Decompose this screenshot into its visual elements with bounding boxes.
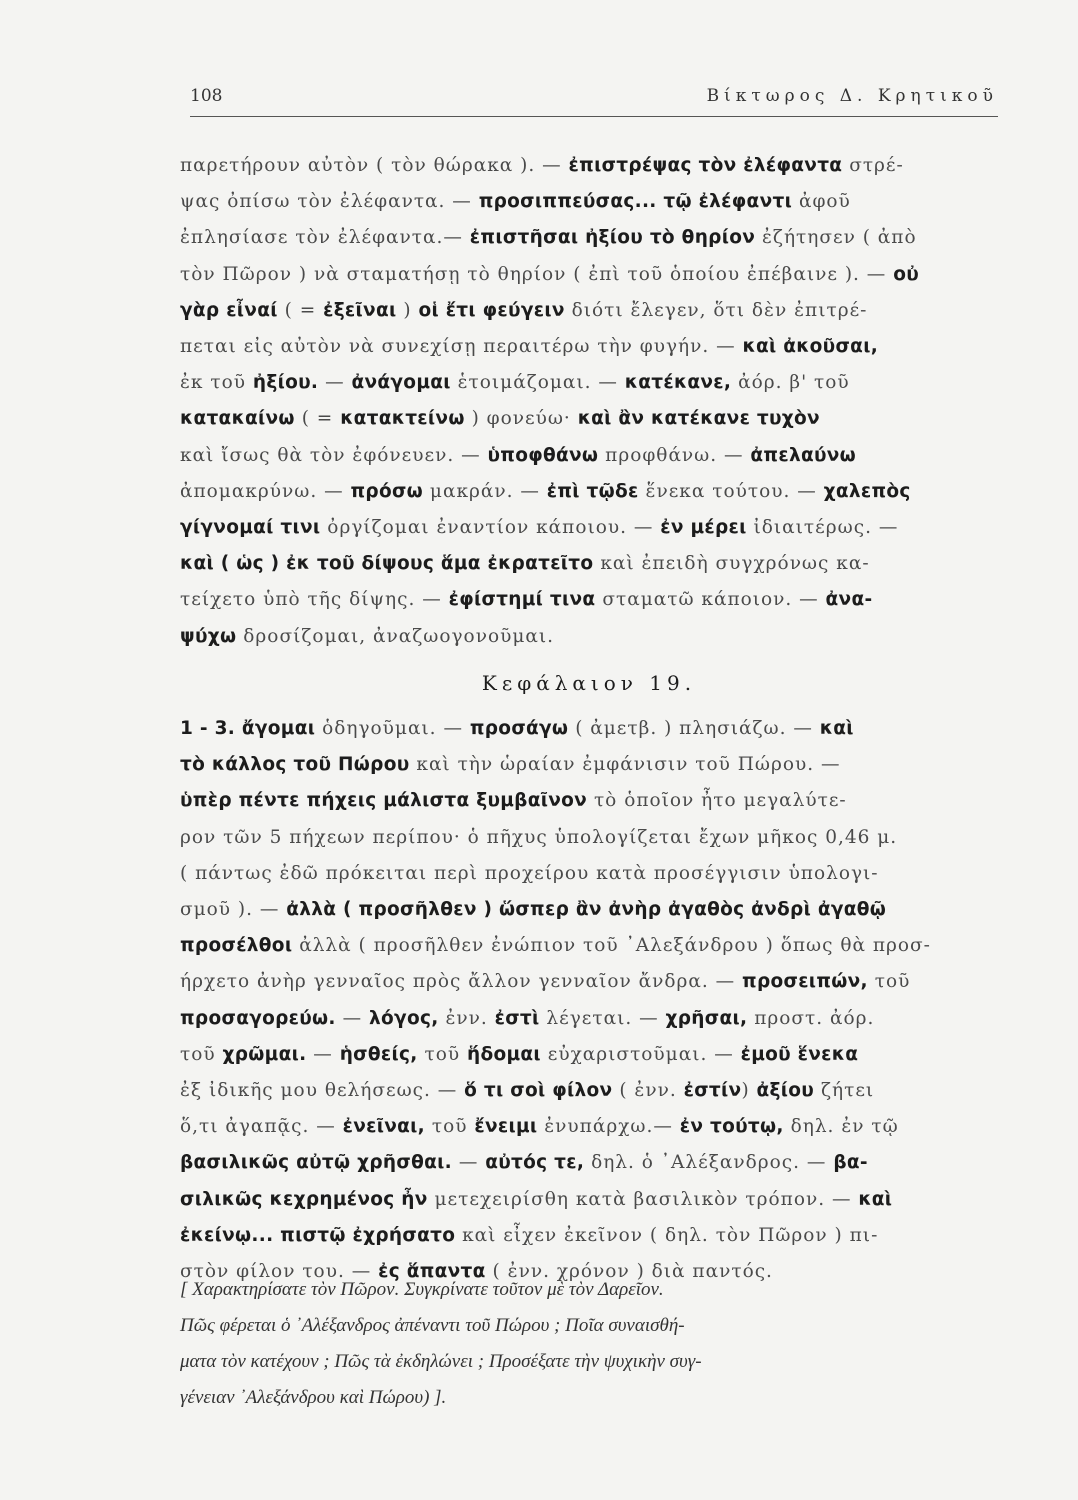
text-line [180,546,998,582]
lemma-term: προσαγορεύω. [180,1007,336,1029]
text-line [180,783,998,819]
lemma-term: ἀξίου [756,1080,815,1102]
gloss-text: ἀφοῦ [792,191,851,213]
gloss-text: ἑτοιμάζομαι. — [450,372,625,394]
gloss-text: ( πάντως ἐδῶ πρόκειται περὶ προχείρου κατὰ προσέγγισιν ὑπολογι- [180,862,879,884]
lemma-term: λόγος, [369,1007,439,1029]
lemma-term: ἐπὶ τῷδε [546,480,639,502]
text-line [180,1145,998,1181]
gloss-text: ὁδηγοῦμαι. — [315,718,470,740]
gloss-text: καὶ τὴν ὡραίαν ἐμφάνισιν τοῦ Πώρου. — [409,754,841,776]
text-line [180,474,998,510]
gloss-text: ἐξ ἰδικῆς μου θελήσεως. — [180,1080,465,1102]
text-line [180,1037,998,1073]
gloss-text: τοῦ [417,1043,467,1065]
gloss-text: καὶ ἐπειδὴ συγχρόνως κα- [593,553,870,575]
gloss-text: ζήτει [814,1080,875,1102]
text-line [180,184,998,220]
lemma-term: καὶ ( ὡς ) ἐκ τοῦ δίψους ἅμα ἐκρατεῖτο [180,553,594,575]
lemma-term: ἀνάγομαι [351,372,451,394]
gloss-text: τείχετο ὑπὸ τῆς δίψης. — [180,589,449,611]
lemma-term: γίγνομαί τινι [180,517,321,539]
gloss-text: — [318,372,352,394]
gloss-text: μακράν. — [423,480,547,502]
gloss-text: ἐνυπάρχω.— [537,1116,680,1138]
gloss-text: παρετήρουν αὐτὸν ( τὸν θώρακα ). — [180,155,569,176]
lemma-term: ἐνεῖναι, [342,1116,425,1138]
gloss-text: ( = [294,408,341,430]
text-line [180,1218,998,1254]
gloss-text: ) φονεύω· [464,408,578,430]
lemma-term: ὑπὲρ πέντε πήχεις μάλιστα ξυμβαῖνον [180,790,588,812]
text-line [180,1182,998,1218]
gloss-text: ἀπομακρύνω. — [180,480,351,502]
gloss-text: καὶ ἴσως θὰ τὸν ἐφόνευεν. — [180,444,488,466]
gloss-text: — [335,1007,370,1029]
lemma-term: κατέκανε, [624,372,732,394]
gloss-text: ρον τῶν 5 πήχεων περίπου· ὁ πῆχυς ὑπολογίζεται ἔχων μῆκος 0,46 μ. [180,826,898,848]
lemma-term: καὶ ἂν κατέκανε τυχὸν [577,408,820,430]
lemma-term: ὑποφθάνω [487,444,599,466]
running-title: Βίκτωρος Δ. Κρητικοῦ [706,86,998,106]
lemma-term: ἀνα- [825,589,873,611]
lemma-term: βασιλικῶς αὐτῷ χρῆσθαι. [180,1152,452,1174]
lemma-term: ἠξίου. [252,372,319,394]
lemma-term: καὶ ἀκοῦσαι, [742,336,879,358]
gloss-text: ) [741,1080,757,1102]
commentary-body [180,148,998,1290]
exercise-line: γένειαν ᾿Αλεξάνδρου καὶ Πώρου) ]. [180,1387,447,1408]
text-line [180,711,998,747]
text-line [180,619,998,655]
gloss-text: ἐπλησίασε τὸν ἐλέφαντα.— [180,227,470,249]
lemma-term: κατακτείνω [340,408,465,430]
lemma-term: ἐστίν [683,1080,742,1102]
lemma-term: ἥδομαι [466,1043,541,1065]
exercise-line: Πῶς φέρεται ὁ ᾿Αλέξανδρος ἀπέναντι τοῦ Πώρου ; Ποῖα συναισθή- [180,1315,685,1336]
lemma-term: οἱ ἔτι φεύγειν [418,299,565,321]
text-line [180,220,998,256]
lemma-term: ἡσθείς, [339,1043,418,1065]
gloss-text: ἀλλὰ ( προσῆλθεν ἐνώπιον τοῦ ᾿Αλεξάνδρου ) ὅπως θὰ προσ- [292,935,931,957]
gloss-text: τοῦ [180,1043,223,1065]
lemma-term: ὅ τι σοὶ φίλον [464,1080,613,1102]
text-line [180,438,998,474]
text-line [180,892,998,928]
lemma-term: προσιππεύσας... τῷ ἐλέφαντι [478,191,793,213]
page-number: 108 [190,86,223,106]
lemma-term: ἐκείνῳ... πιστῷ ἐχρήσατο [180,1224,456,1246]
lemma-term: προσέλθοι [180,935,293,957]
gloss-text: ἰδιαιτέρως. — [746,517,899,539]
gloss-text: ἐκ τοῦ [180,372,253,394]
text-line [180,964,998,1000]
text-line [180,365,998,401]
gloss-text: τὸ ὁποῖον ἦτο μεγαλύτε- [587,790,847,812]
gloss-text: τοῦ [867,971,911,993]
lemma-term: οὐ [893,263,919,285]
lemma-term: χρῆσαι, [665,1007,748,1029]
lemma-term: ἐπιστρέψας τὸν ἐλέφαντα [568,155,843,176]
gloss-text: ) [396,299,419,321]
gloss-text: στὸν φίλον του. — [180,1261,379,1283]
lemma-term: αὐτός τε, [485,1152,585,1174]
text-line [180,856,998,892]
gloss-text: τοῦ [424,1116,475,1138]
gloss-text: καὶ εἶχεν ἐκεῖνον ( δηλ. τὸν Πῶρον ) πι- [455,1224,879,1246]
lemma-term: ψύχω [180,625,237,647]
lemma-term: τὸ κάλλος τοῦ Πώρου [180,754,410,776]
gloss-text: ψας ὀπίσω τὸν ἐλέφαντα. — [180,191,479,213]
gloss-text: πεται εἰς αὐτὸν νὰ συνεχίσῃ περαιτέρω τὴν φυγήν. — [180,336,743,358]
gloss-text: στρέ- [842,155,904,176]
gloss-text: ( = [277,299,324,321]
lemma-term: βα- [833,1152,868,1174]
commentary-paragraph-1 [180,148,998,655]
text-line [180,1109,998,1145]
gloss-text: μετεχειρίσθη κατὰ βασιλικὸν τρόπον. — [427,1188,859,1210]
lemma-term: προσειπών, [742,971,868,993]
lemma-term: ἐξεῖναι [323,299,397,321]
gloss-text: ( ἐνν. [612,1080,684,1102]
lemma-term: ἐστὶ [494,1007,540,1029]
gloss-text: ὅ,τι ἀγαπᾷς. — [180,1116,343,1138]
text-line [180,747,998,783]
text-line [180,928,998,964]
page-header [190,86,998,117]
text-line [180,401,998,437]
gloss-text: σμοῦ ). — [180,899,287,921]
gloss-text: δηλ. ὁ ᾿Αλέξανδρος. — [584,1152,834,1174]
text-line [180,329,998,365]
chapter-heading: Κεφάλαιον 19. [481,670,697,695]
text-line [180,582,998,618]
gloss-text: ἐνν. [438,1007,495,1029]
gloss-text: σταματῶ κάποιον. — [595,589,826,611]
gloss-text: ἀόρ. β' τοῦ [731,372,850,394]
lemma-term: ἐμοῦ ἕνεκα [740,1043,859,1065]
gloss-text: ὀργίζομαι ἐναντίον κάποιου. — [320,517,661,539]
lemma-term: καὶ [858,1188,893,1210]
lemma-term: καὶ [819,718,854,740]
text-line [180,293,998,329]
gloss-text: ἐζήτησεν ( ἀπὸ [755,227,917,249]
lemma-term: ἐπιστῆσαι ἠξίου τὸ θηρίον [469,227,756,249]
lemma-term: 1 - 3. [180,718,242,740]
commentary-paragraph-2 [180,711,998,1290]
gloss-text: ήρχετο ἀνὴρ γενναῖος πρὸς ἄλλον γενναῖον ἄνδρα. — [180,971,743,993]
lemma-term: ἐς ἅπαντα [378,1261,486,1283]
lemma-term: χρῶμαι. [222,1043,307,1065]
lemma-term: ἔνειμι [474,1116,538,1138]
gloss-text: ἕνεκα τούτου. — [638,480,824,502]
gloss-text: — [306,1043,340,1065]
gloss-text: ( ἐνν. χρόνον ) διὰ παντός. [485,1261,773,1283]
gloss-text: δηλ. ἐν τῷ [783,1116,899,1138]
lemma-term: κατακαίνω [180,408,295,430]
gloss-text: εὐχαριστοῦμαι. — [540,1043,741,1065]
text-line [180,1001,998,1037]
gloss-text: δροσίζομαι, ἀναζωογονοῦμαι. [236,625,554,647]
gloss-text: προστ. ἀόρ. [747,1007,875,1029]
lemma-term: ἐν μέρει [660,517,747,539]
gloss-text: διότι ἔλεγεν, ὅτι δὲν ἐπιτρέ- [564,299,868,321]
text-line [180,257,998,293]
gloss-text: — [451,1152,486,1174]
lemma-term: ἀπελαύνω [750,444,857,466]
exercise-questions [180,1272,998,1416]
lemma-term: χαλεπὸς [823,480,911,502]
gloss-text: λέγεται. — [539,1007,666,1029]
text-line [180,510,998,546]
lemma-term: ἄγομαι [241,718,316,740]
lemma-term: ἐν τούτῳ, [679,1116,784,1138]
gloss-text: τὸν Πῶρον ) νὰ σταματήσῃ τὸ θηρίον ( ἐπὶ τοῦ ὁποίου ἐπέβαινε ). — [180,263,894,285]
lemma-term: σιλικῶς κεχρημένος ἦν [180,1188,428,1210]
lemma-term: προσάγω [469,718,569,740]
gloss-text: προφθάνω. — [598,444,751,466]
text-line [180,820,998,856]
text-line [180,1073,998,1109]
lemma-term: πρόσω [350,480,424,502]
lemma-term: γὰρ εἶναί [180,299,278,321]
text-line [180,148,998,184]
exercise-line: [ Χαρακτηρίσατε τὸν Πῶρον. Συγκρίνατε τοῦτον μὲ τὸν Δαρεῖον. [180,1279,664,1300]
lemma-term: ἐφίστημί τινα [448,589,596,611]
exercise-line: ματα τὸν κατέχουν ; Πῶς τὰ ἐκδηλώνει ; Προσέξατε τὴν ψυχικὴν συγ- [180,1351,702,1372]
lemma-term: ἀλλὰ ( προσῆλθεν ) ὥσπερ ἂν ἀνὴρ ἀγαθὸς ἀνδρὶ ἀγαθῷ [286,899,887,921]
gloss-text: ( ἀμετβ. ) πλησιάζω. — [568,718,820,740]
